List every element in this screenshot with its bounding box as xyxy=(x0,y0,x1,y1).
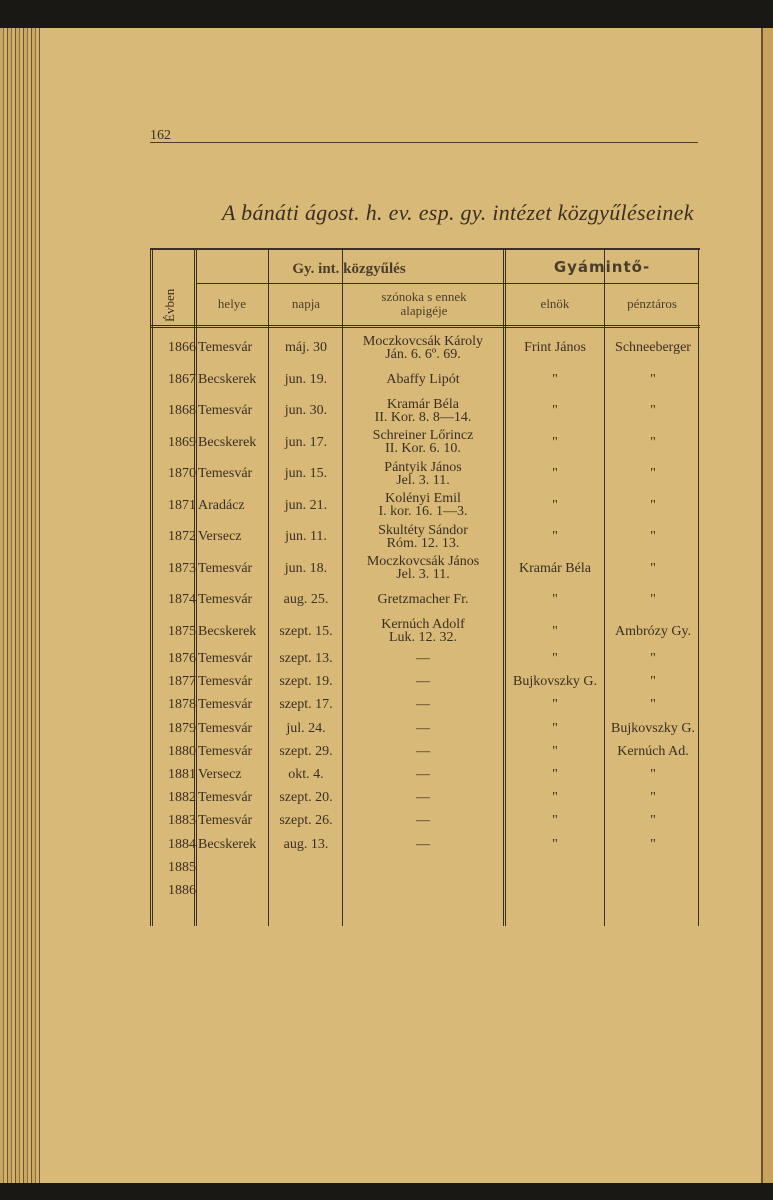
speaker-verse: Jel. 3. 11. xyxy=(396,567,450,583)
header-treasurer: pénztáros xyxy=(627,296,677,311)
date-cell: jun. 30. xyxy=(284,403,328,419)
table-row xyxy=(150,786,700,809)
year-cell: 1885 xyxy=(168,859,196,875)
table-row xyxy=(150,717,700,740)
year-cell: 1869 xyxy=(168,434,196,450)
speaker-name: Skultéty Sándor xyxy=(378,522,468,538)
speaker-verse: Luk. 12. 32. xyxy=(388,630,458,646)
year-cell: 1880 xyxy=(168,743,196,759)
place-cell xyxy=(198,879,268,902)
right-page-edge xyxy=(761,28,773,1183)
speaker-verse: Jel. 3. 11. xyxy=(396,472,450,488)
treasurer-cell: " xyxy=(650,497,656,513)
year-cell: 1879 xyxy=(168,720,196,736)
speaker-name: Kernúch Adolf xyxy=(381,617,465,633)
president-cell: " xyxy=(552,623,558,639)
place-cell: Temesvár xyxy=(198,790,253,806)
president-cell: " xyxy=(552,651,558,667)
date-cell: aug. 25. xyxy=(283,592,329,608)
president-cell: " xyxy=(552,592,558,608)
table-row xyxy=(150,553,700,585)
table-row xyxy=(150,364,700,396)
year-cell: 1875 xyxy=(168,623,196,639)
table-row xyxy=(150,332,700,364)
president-cell: " xyxy=(552,697,558,713)
date-cell: szept. 19. xyxy=(279,674,333,690)
year-cell: 1867 xyxy=(168,371,196,387)
header-president: elnök xyxy=(540,296,570,311)
speaker-cell xyxy=(344,616,502,648)
president-cell: " xyxy=(552,767,558,783)
speaker-cell xyxy=(344,490,502,522)
place-cell: Temesvár xyxy=(198,592,253,608)
place-cell: Aradácz xyxy=(198,497,245,513)
place-cell: Temesvár xyxy=(198,674,253,690)
speaker-cell xyxy=(344,521,502,553)
speaker-name: — xyxy=(416,651,430,667)
date-cell: szept. 29. xyxy=(279,743,333,759)
speaker-verse: II. Kor. 8. 8—14. xyxy=(374,409,472,425)
president-cell: " xyxy=(552,403,558,419)
president-cell: Bujkovszky G. xyxy=(513,674,597,690)
speaker-cell xyxy=(344,647,502,670)
table-row xyxy=(150,879,700,902)
president-cell: " xyxy=(552,720,558,736)
speaker-name: — xyxy=(416,790,430,806)
place-cell: Temesvár xyxy=(198,651,253,667)
header-year: Évben xyxy=(162,288,177,322)
place-cell: Becskerek xyxy=(198,623,257,639)
place-cell: Temesvár xyxy=(198,403,253,419)
table-row xyxy=(150,856,700,879)
assembly-table xyxy=(150,248,700,926)
place-cell: Temesvár xyxy=(198,466,253,482)
treasurer-cell: Kernúch Ad. xyxy=(617,743,689,759)
treasurer-cell: " xyxy=(650,592,656,608)
speaker-name: Gretzmacher Fr. xyxy=(377,592,469,608)
speaker-name: Kramár Béla xyxy=(387,396,459,412)
speaker-name: Abaffy Lipót xyxy=(386,371,460,387)
date-cell: szept. 20. xyxy=(279,790,333,806)
president-cell: Frint János xyxy=(524,340,586,356)
header-date: napja xyxy=(291,296,321,311)
date-cell: jun. 11. xyxy=(285,529,327,545)
year-cell: 1871 xyxy=(168,497,196,513)
header-group-guardian: Gyámintő- xyxy=(553,258,651,276)
treasurer-cell: " xyxy=(650,560,656,576)
year-cell: 1868 xyxy=(168,403,196,419)
president-cell: " xyxy=(552,743,558,759)
speaker-cell xyxy=(344,856,502,879)
table-row xyxy=(150,521,700,553)
president-cell: " xyxy=(552,466,558,482)
treasurer-cell xyxy=(606,856,700,879)
president-cell xyxy=(506,856,604,879)
table-row xyxy=(150,584,700,616)
place-cell: Becskerek xyxy=(198,434,257,450)
year-cell: 1883 xyxy=(168,813,196,829)
speaker-cell xyxy=(344,693,502,716)
year-cell: 1877 xyxy=(168,674,196,690)
year-cell: 1874 xyxy=(168,592,196,608)
table-row xyxy=(150,763,700,786)
place-cell: Versecz xyxy=(198,767,242,783)
speaker-cell xyxy=(344,458,502,490)
speaker-cell xyxy=(344,833,502,856)
table-row xyxy=(150,670,700,693)
page-edges xyxy=(0,28,42,1183)
treasurer-cell: " xyxy=(650,674,656,690)
speaker-cell xyxy=(344,395,502,427)
speaker-cell xyxy=(344,740,502,763)
treasurer-cell xyxy=(606,879,700,902)
year-cell: 1866 xyxy=(168,340,196,356)
date-cell xyxy=(270,879,342,902)
speaker-cell xyxy=(344,332,502,364)
speaker-verse: II. Kor. 6. 10. xyxy=(385,441,461,457)
year-cell: 1870 xyxy=(168,466,196,482)
table-row xyxy=(150,490,700,522)
date-cell: szept. 17. xyxy=(279,697,333,713)
treasurer-cell: " xyxy=(650,836,656,852)
date-cell: jun. 21. xyxy=(284,497,328,513)
table-row xyxy=(150,458,700,490)
header-rule-bottom xyxy=(150,325,700,328)
place-cell: Temesvár xyxy=(198,813,253,829)
year-cell: 1882 xyxy=(168,790,196,806)
speaker-name: Pántyik János xyxy=(384,459,462,475)
date-cell: jul. 24. xyxy=(286,720,326,736)
president-cell xyxy=(506,879,604,902)
table-row xyxy=(150,809,700,832)
date-cell: szept. 26. xyxy=(279,813,333,829)
place-cell: Temesvár xyxy=(198,720,253,736)
place-cell xyxy=(198,856,268,879)
speaker-name: — xyxy=(416,697,430,713)
president-cell: " xyxy=(552,836,558,852)
speaker-cell xyxy=(344,427,502,459)
table-row xyxy=(150,693,700,716)
speaker-name: — xyxy=(416,674,430,690)
table-row xyxy=(150,616,700,648)
year-cell: 1873 xyxy=(168,560,196,576)
table-row xyxy=(150,427,700,459)
speaker-verse: I. kor. 16. 1—3. xyxy=(378,504,468,520)
treasurer-cell: " xyxy=(650,403,656,419)
date-cell: jun. 19. xyxy=(284,371,328,387)
treasurer-cell: " xyxy=(650,466,656,482)
speaker-verse: Ján. 6. 6º. 69. xyxy=(385,346,461,362)
date-cell: jun. 15. xyxy=(284,466,328,482)
treasurer-cell: " xyxy=(650,434,656,450)
header-rule xyxy=(150,142,698,143)
speaker-name: Schreiner Lőrincz xyxy=(372,428,474,444)
treasurer-cell: " xyxy=(650,529,656,545)
speaker-cell xyxy=(344,717,502,740)
speaker-cell xyxy=(344,879,502,902)
page-number: 162 xyxy=(150,128,171,143)
table-row xyxy=(150,647,700,670)
treasurer-cell: " xyxy=(650,790,656,806)
speaker-verse: Róm. 12. 13. xyxy=(386,535,460,551)
treasurer-cell: Ambrózy Gy. xyxy=(614,623,692,639)
president-cell: " xyxy=(552,371,558,387)
treasurer-cell: " xyxy=(650,767,656,783)
speaker-name: Moczkovcsák Károly xyxy=(362,333,484,349)
place-cell: Becskerek xyxy=(198,836,257,852)
treasurer-cell: Schneeberger xyxy=(615,340,691,356)
table-row xyxy=(150,833,700,856)
president-cell: " xyxy=(552,529,558,545)
speaker-name: Moczkovcsák János xyxy=(366,554,480,570)
year-cell: 1881 xyxy=(168,767,196,783)
president-cell: " xyxy=(552,790,558,806)
date-cell: máj. 30 xyxy=(285,340,327,356)
date-cell: szept. 15. xyxy=(279,623,333,639)
place-cell: Versecz xyxy=(198,529,242,545)
speaker-cell xyxy=(344,553,502,585)
treasurer-cell: " xyxy=(650,371,656,387)
header-group-assembly: Gy. int. közgyűlés xyxy=(292,261,406,277)
date-cell: aug. 13. xyxy=(283,836,329,852)
header-speaker: szónoka s ennek alapigéje xyxy=(381,289,467,318)
place-cell: Temesvár xyxy=(198,697,253,713)
place-cell: Temesvár xyxy=(198,340,253,356)
place-cell: Becskerek xyxy=(198,371,257,387)
speaker-name: — xyxy=(416,720,430,736)
group-rule xyxy=(196,283,698,284)
speaker-cell xyxy=(344,786,502,809)
year-cell: 1876 xyxy=(168,651,196,667)
speaker-cell xyxy=(344,809,502,832)
speaker-cell xyxy=(344,670,502,693)
speaker-name: Kolényi Emil xyxy=(385,491,461,507)
date-cell: jun. 18. xyxy=(284,560,328,576)
president-cell: " xyxy=(552,497,558,513)
year-cell: 1886 xyxy=(168,882,196,898)
year-cell: 1878 xyxy=(168,697,196,713)
speaker-cell xyxy=(344,763,502,786)
date-cell: jun. 17. xyxy=(284,434,328,450)
place-cell: Temesvár xyxy=(198,743,253,759)
president-cell: " xyxy=(552,434,558,450)
speaker-cell xyxy=(344,364,502,396)
table-row xyxy=(150,395,700,427)
speaker-cell xyxy=(344,584,502,616)
date-cell xyxy=(270,856,342,879)
treasurer-cell: " xyxy=(650,651,656,667)
year-cell: 1884 xyxy=(168,836,196,852)
speaker-name: — xyxy=(416,836,430,852)
year-cell: 1872 xyxy=(168,529,196,545)
treasurer-cell: Bujkovszky G. xyxy=(611,720,695,736)
speaker-name: — xyxy=(416,743,430,759)
date-cell: okt. 4. xyxy=(288,767,324,783)
date-cell: szept. 13. xyxy=(279,651,333,667)
header-place: helye xyxy=(217,296,247,311)
page-title: A bánáti ágost. h. ev. esp. gy. intézet közgyűléseinek xyxy=(222,200,694,225)
treasurer-cell: " xyxy=(650,697,656,713)
table-row xyxy=(150,740,700,763)
treasurer-cell: " xyxy=(650,813,656,829)
place-cell: Temesvár xyxy=(198,560,253,576)
speaker-name: — xyxy=(416,767,430,783)
table-body xyxy=(150,332,700,902)
president-cell: Kramár Béla xyxy=(519,560,591,576)
president-cell: " xyxy=(552,813,558,829)
speaker-name: — xyxy=(416,813,430,829)
